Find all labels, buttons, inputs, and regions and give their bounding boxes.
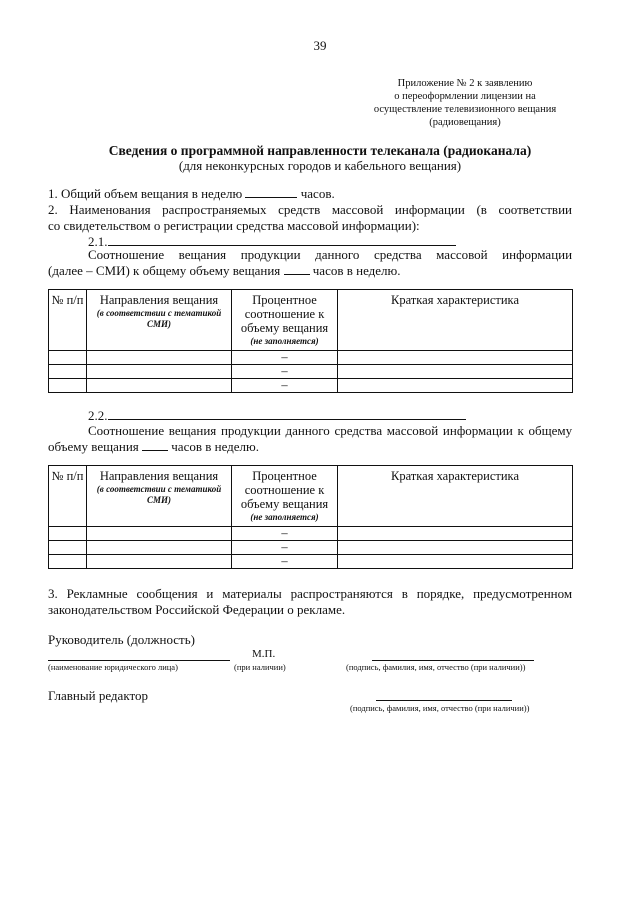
org-name-caption: (наименование юридического лица) — [48, 662, 178, 672]
cell-direction[interactable] — [87, 379, 232, 393]
sub-2-2-number: 2.2. — [88, 408, 108, 423]
cell-num[interactable] — [49, 541, 87, 555]
sub-2-2-ratio — [48, 423, 572, 455]
word: порядке, — [416, 586, 465, 601]
weekly-hours-blank[interactable] — [245, 186, 297, 198]
word: средства — [334, 423, 383, 438]
cell-percent — [232, 351, 338, 365]
header-direction-note: (в соответствии с тематикой СМИ) — [96, 484, 222, 505]
dash: – — [281, 526, 288, 540]
document-title: Сведения о программной направленности телеканала (радиоканала) — [108, 143, 532, 158]
word: данного — [315, 247, 360, 262]
programming-table-1 — [48, 289, 573, 393]
word: вещания — [168, 423, 217, 438]
cell-brief[interactable] — [338, 555, 573, 569]
cell-direction[interactable] — [87, 541, 232, 555]
cell-num[interactable] — [49, 527, 87, 541]
header-direction — [87, 466, 232, 527]
word: 2. — [48, 202, 58, 217]
ratio-suffix: часов в неделю. — [312, 263, 401, 278]
header-percent-label: Процентное соотношение к объему вещания — [240, 293, 329, 335]
header-direction-label: Направления вещания — [99, 469, 219, 483]
word: предусмотренном — [473, 586, 573, 601]
word: информации — [394, 202, 465, 217]
word: информации — [442, 423, 513, 438]
word: Соотношение — [88, 247, 165, 262]
word: вещания — [178, 247, 227, 262]
header-percent-label: Процентное соотношение к объему вещания — [240, 469, 329, 511]
word: 3. — [48, 586, 58, 601]
word: данного — [285, 423, 330, 438]
header-num: № п/п — [49, 466, 87, 527]
cell-num[interactable] — [49, 555, 87, 569]
table-header-row — [49, 466, 573, 527]
media-name-blank-1[interactable] — [108, 234, 456, 246]
table-row — [49, 379, 573, 393]
sub-2-2-ratio-line1 — [48, 423, 572, 439]
word: (в — [476, 202, 487, 217]
header-num: № п/п — [49, 290, 87, 351]
header-brief: Краткая характеристика — [338, 466, 573, 527]
sub-2-2-ratio-line2 — [48, 439, 572, 455]
word: массовой — [331, 202, 384, 217]
page-number: 39 — [313, 38, 327, 53]
sub-2-1-number: 2.1. — [88, 234, 108, 249]
dash: – — [281, 350, 288, 364]
header-percent-note: (не заполняется) — [250, 512, 319, 522]
cell-direction[interactable] — [87, 351, 232, 365]
cell-num[interactable] — [49, 379, 87, 393]
cell-brief[interactable] — [338, 351, 573, 365]
word: средств — [278, 202, 321, 217]
word: Рекламные — [66, 586, 128, 601]
word: материалы — [222, 586, 282, 601]
word: общему — [528, 423, 573, 438]
ratio-text: объему вещания — [48, 439, 139, 454]
cell-percent — [232, 527, 338, 541]
media-name-blank-2[interactable] — [108, 408, 466, 420]
head-position-label: Руководитель (должность) — [48, 632, 195, 647]
ratio-hours-blank-2[interactable] — [142, 439, 168, 451]
ratio-hours-blank-1[interactable] — [284, 263, 310, 275]
cell-brief[interactable] — [338, 541, 573, 555]
item-3-line2: законодательством Российской Федерации о рекламе. — [48, 602, 346, 617]
item-3 — [48, 586, 572, 618]
annex-line: осуществление телевизионного вещания — [373, 104, 557, 115]
annex-line: Приложение № 2 к заявлению — [397, 78, 533, 89]
word: продукции — [240, 247, 301, 262]
word: распространяемых — [162, 202, 267, 217]
cell-brief[interactable] — [338, 527, 573, 541]
seal-mark: М.П. — [252, 648, 276, 660]
word: массовой — [386, 423, 439, 438]
annex-line: (радиовещания) — [429, 117, 501, 128]
dash: – — [281, 554, 288, 568]
word: средства — [373, 247, 422, 262]
table-row — [49, 555, 573, 569]
dash: – — [281, 378, 288, 392]
item-1-suffix: часов. — [300, 186, 335, 201]
table-row — [49, 351, 573, 365]
item-3-line1 — [48, 586, 572, 602]
cell-percent — [232, 379, 338, 393]
sub-2-2-line — [88, 408, 466, 424]
word: в — [401, 586, 408, 601]
cell-direction[interactable] — [87, 527, 232, 541]
org-name-signature-line[interactable] — [48, 660, 230, 661]
word: соответствии — [498, 202, 572, 217]
header-direction — [87, 290, 232, 351]
cell-num[interactable] — [49, 351, 87, 365]
editor-signature-line[interactable] — [376, 700, 512, 701]
dash: – — [281, 364, 288, 378]
item-1 — [48, 186, 335, 202]
annex-heading — [350, 77, 580, 129]
word: сообщения — [136, 586, 198, 601]
seal-if-any-caption: (при наличии) — [234, 662, 286, 672]
document-subtitle: (для неконкурсных городов и кабельного вещания) — [178, 158, 462, 173]
editor-label: Главный редактор — [48, 688, 148, 703]
cell-direction[interactable] — [87, 555, 232, 569]
word: к — [517, 423, 524, 438]
cell-num[interactable] — [49, 365, 87, 379]
ratio-text: (далее – СМИ) к общему объему вещания — [48, 263, 281, 278]
programming-table-2 — [48, 465, 573, 569]
header-percent-note: (не заполняется) — [250, 336, 319, 346]
item-2-line1 — [48, 202, 572, 218]
header-direction-note: (в соответствии с тематикой СМИ) — [96, 308, 222, 329]
header-brief: Краткая характеристика — [338, 290, 573, 351]
item-1-text: 1. Общий объем вещания в неделю — [48, 186, 243, 201]
word: распространяются — [290, 586, 393, 601]
dash: – — [281, 540, 288, 554]
sub-2-1-ratio-line2 — [48, 263, 572, 279]
word: информации — [502, 247, 573, 262]
sub-2-1-ratio — [48, 247, 572, 279]
table-row — [49, 365, 573, 379]
word: и — [206, 586, 214, 601]
word: Соотношение — [88, 423, 165, 438]
cell-percent — [232, 365, 338, 379]
annex-line: о переоформлении лицензии на — [394, 91, 536, 102]
cell-brief[interactable] — [338, 365, 573, 379]
item-2 — [48, 202, 572, 234]
head-signature-line[interactable] — [372, 660, 534, 661]
header-percent — [232, 290, 338, 351]
cell-brief[interactable] — [338, 379, 573, 393]
sub-2-1-ratio-line1 — [48, 247, 572, 263]
cell-percent — [232, 541, 338, 555]
header-direction-label: Направления вещания — [99, 293, 219, 307]
table-row — [49, 541, 573, 555]
word: продукции — [220, 423, 281, 438]
word: массовой — [436, 247, 488, 262]
ratio-suffix: часов в неделю. — [171, 439, 260, 454]
word: Наименования — [69, 202, 151, 217]
table-header-row — [49, 290, 573, 351]
item-2-line2: со свидетельством о регистрации средства массовой информации): — [48, 218, 420, 233]
editor-signature-caption: (подпись, фамилия, имя, отчество (при наличии)) — [350, 703, 530, 713]
cell-percent — [232, 555, 338, 569]
head-signature-caption: (подпись, фамилия, имя, отчество (при наличии)) — [346, 662, 526, 672]
header-percent — [232, 466, 338, 527]
cell-direction[interactable] — [87, 365, 232, 379]
table-row — [49, 527, 573, 541]
